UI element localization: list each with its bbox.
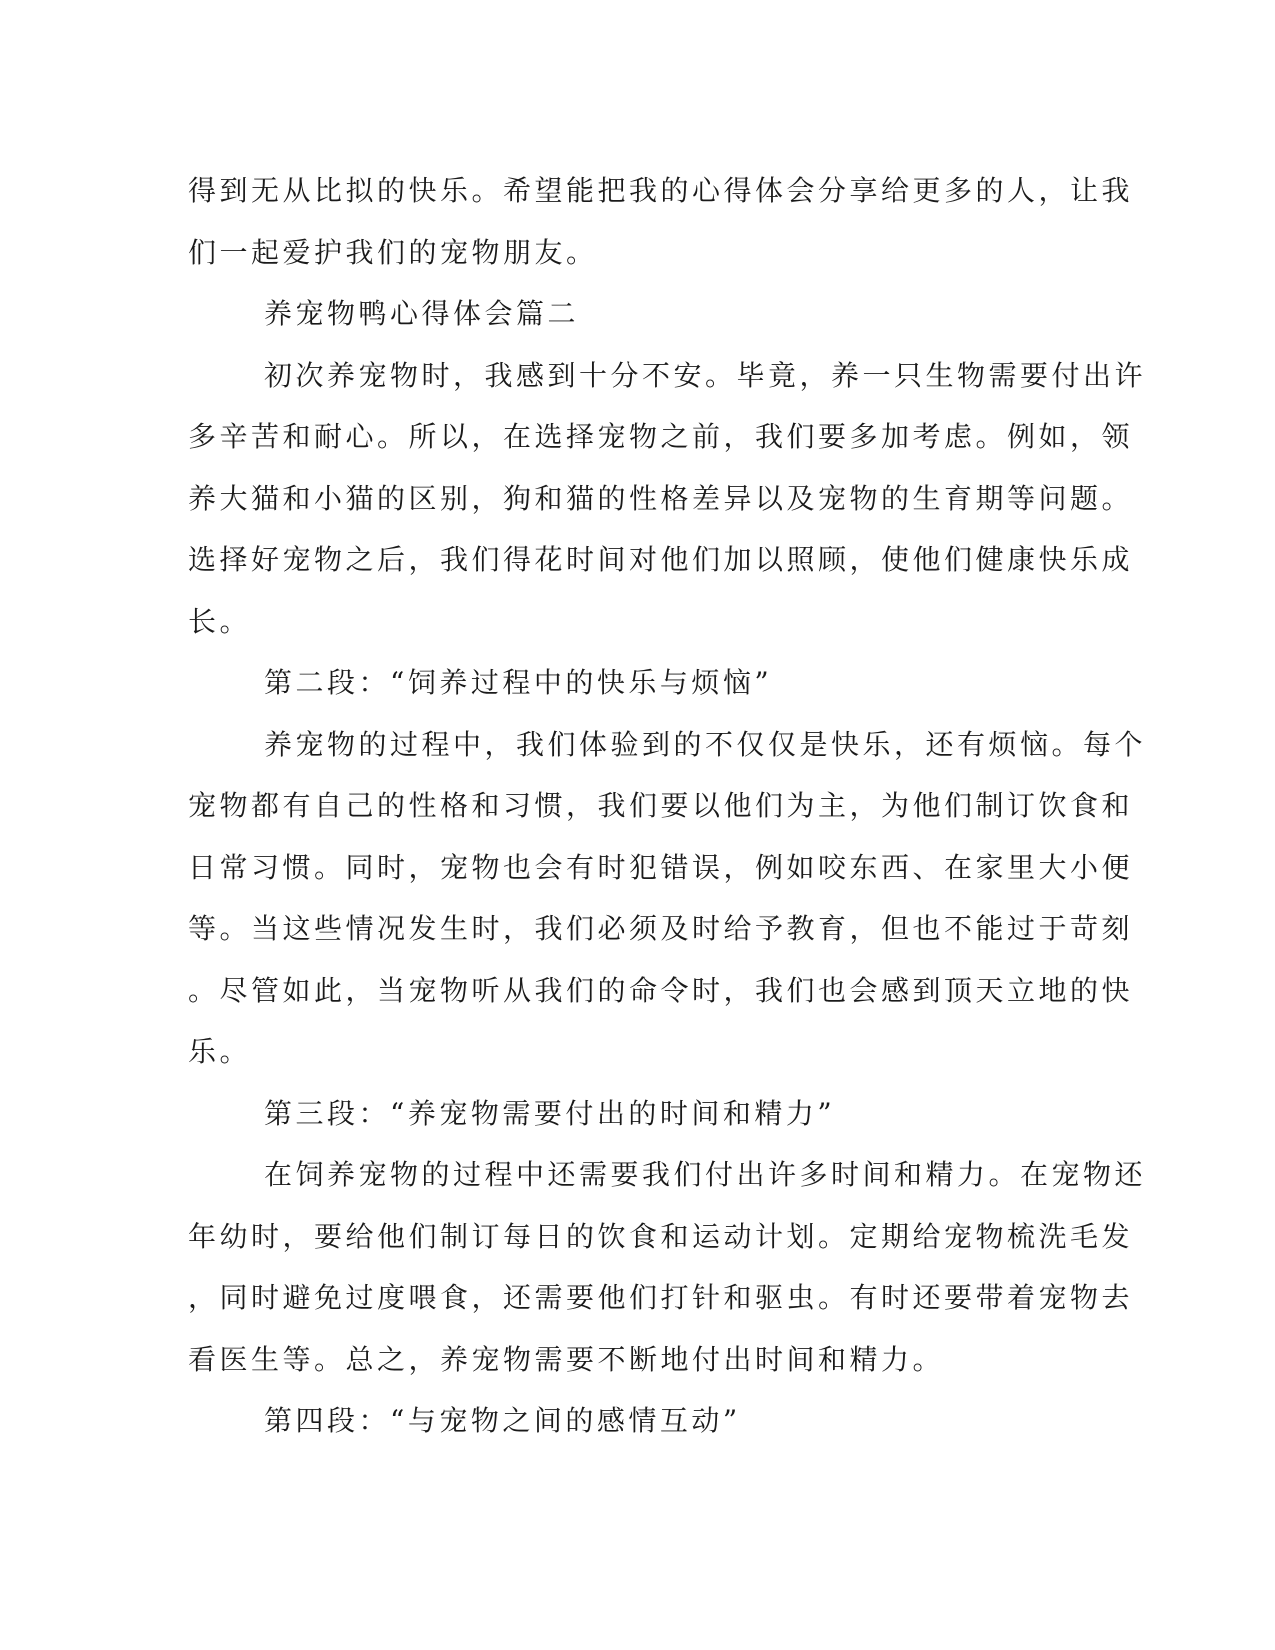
section-heading: 养宠物鸭心得体会篇二 [264, 297, 580, 330]
text-line: 日常习惯。同时，宠物也会有时犯错误，例如咬东西、在家里大小便 [188, 850, 1134, 884]
text-line: 年幼时，要给他们制订每日的饮食和运动计划。定期给宠物梳洗毛发 [188, 1219, 1134, 1253]
text-line: 看医生等。总之，养宠物需要不断地付出时间和精力。 [188, 1342, 945, 1376]
text-line: 宠物都有自己的性格和习惯，我们要以他们为主，为他们制订饮食和 [188, 789, 1134, 822]
text-line: 们一起爱护我们的宠物朋友。 [188, 235, 598, 269]
document-body [188, 160, 1147, 1452]
section-heading: 第二段：“饲养过程中的快乐与烦恼” [264, 666, 773, 699]
paragraph-start: 初次养宠物时，我感到十分不安。毕竟，养一只生物需要付出许 [264, 358, 1147, 392]
text-line: 养大猫和小猫的区别，狗和猫的性格差异以及宠物的生育期等问题。 [188, 481, 1134, 515]
text-line: 等。当这些情况发生时，我们必须及时给予教育，但也不能过于苛刻 [188, 912, 1134, 945]
text-line: 多辛苦和耐心。所以，在选择宠物之前，我们要多加考虑。例如，领 [188, 420, 1134, 453]
text-line: 乐。 [188, 1035, 252, 1068]
paragraph-start: 在饲养宠物的过程中还需要我们付出许多时间和精力。在宠物还 [264, 1158, 1147, 1191]
section-heading: 第四段：“与宠物之间的感情互动” [264, 1404, 741, 1437]
section-heading: 第三段：“养宠物需要付出的时间和精力” [264, 1096, 836, 1130]
text-line: ，同时避免过度喂食，还需要他们打针和驱虫。有时还要带着宠物去 [188, 1281, 1134, 1314]
text-line: 选择好宠物之后，我们得花时间对他们加以照顾，使他们健康快乐成 [188, 543, 1134, 576]
text-line: 。尽管如此，当宠物听从我们的命令时，我们也会感到顶天立地的快 [188, 973, 1134, 1007]
text-line: 长。 [188, 604, 252, 638]
text-line: 得到无从比拟的快乐。希望能把我的心得体会分享给更多的人，让我 [188, 174, 1134, 207]
paragraph-start: 养宠物的过程中，我们体验到的不仅仅是快乐，还有烦恼。每个 [264, 727, 1147, 761]
